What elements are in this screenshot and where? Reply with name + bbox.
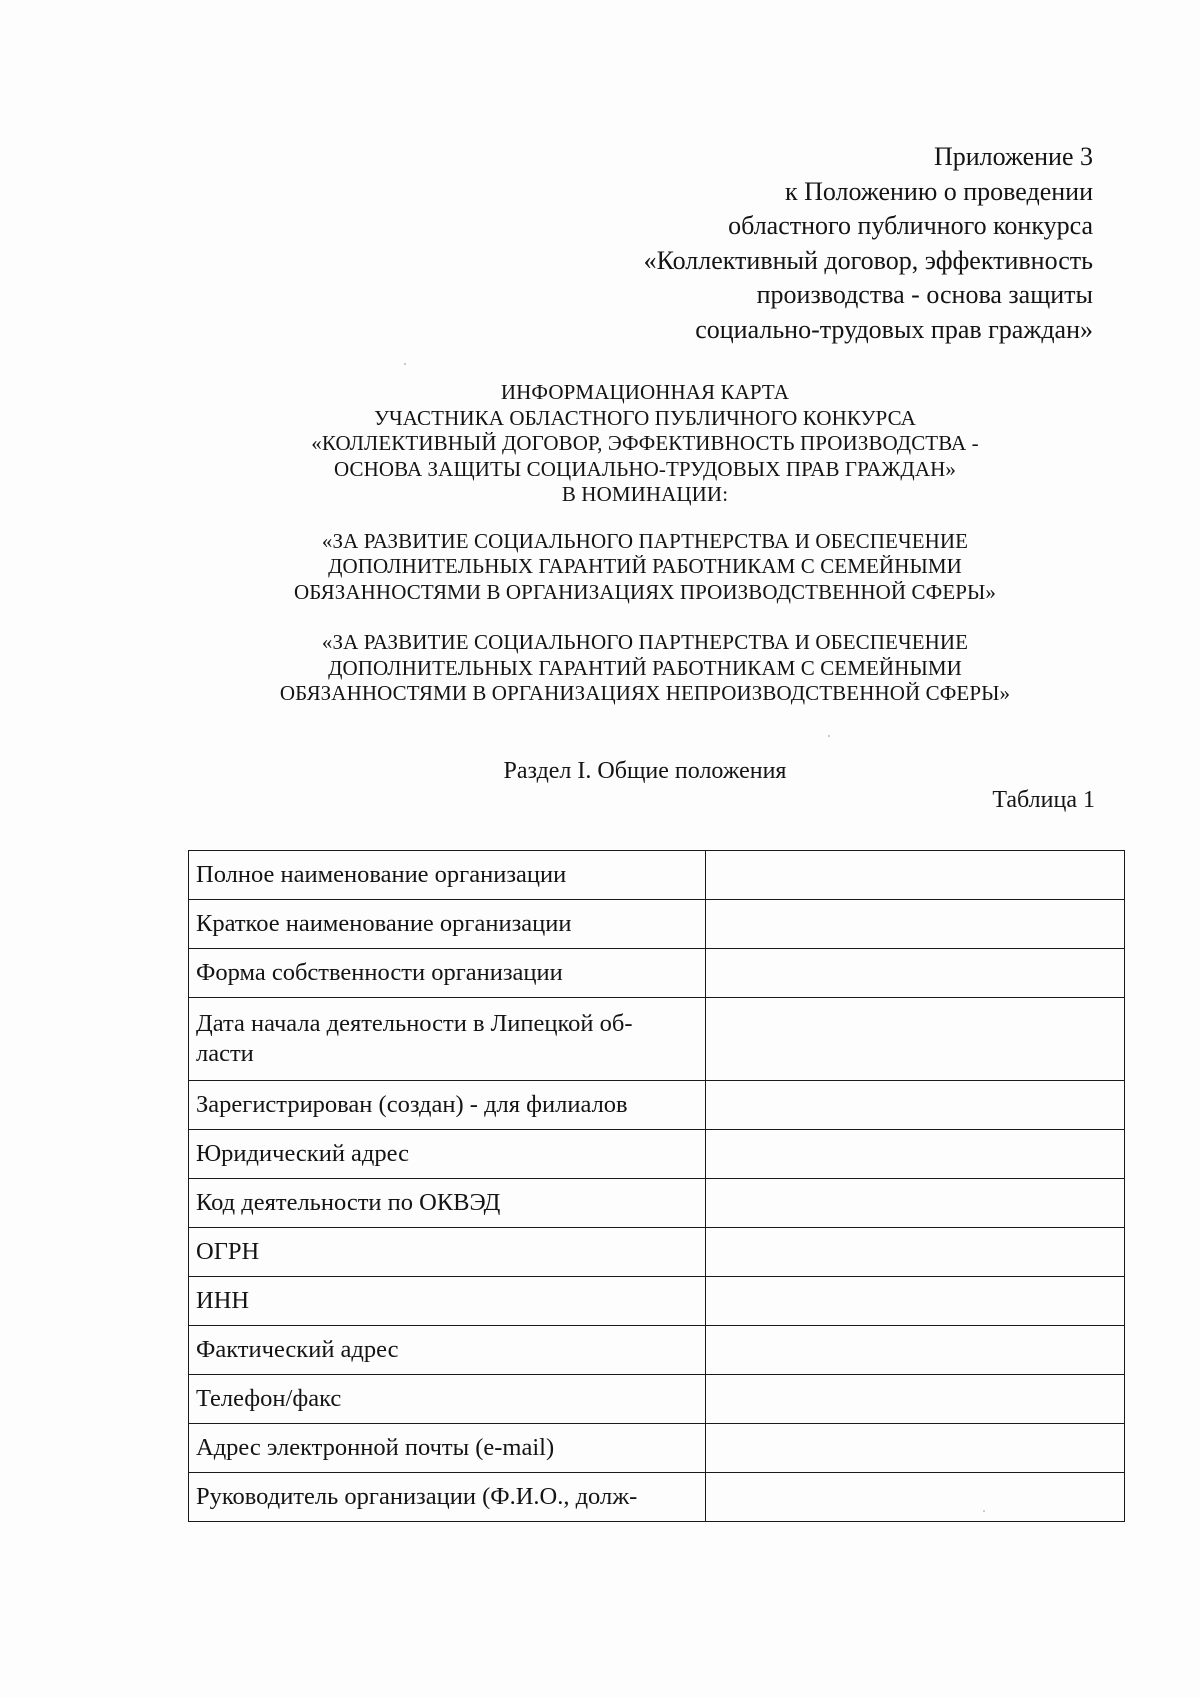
field-label-line: ласти xyxy=(196,1040,254,1067)
field-label: ОГРН xyxy=(189,1228,706,1277)
field-value xyxy=(706,1424,1125,1473)
appendix-header xyxy=(644,140,1093,347)
field-value xyxy=(706,900,1125,949)
nomination-line: ДОПОЛНИТЕЛЬНЫХ ГАРАНТИЙ РАБОТНИКАМ С СЕМЕЙНЫМИ xyxy=(328,655,962,680)
nomination-line: ОБЯЗАННОСТЯМИ В ОРГАНИЗАЦИЯХ НЕПРОИЗВОДСТВЕННОЙ СФЕРЫ» xyxy=(279,681,1011,705)
table-row xyxy=(189,900,1125,949)
title-line: В НОМИНАЦИИ: xyxy=(561,482,729,506)
nomination-line: «ЗА РАЗВИТИЕ СОЦИАЛЬНОГО ПАРТНЕРСТВА И ОБЕСПЕЧЕНИЕ xyxy=(321,630,969,654)
appendix-line: производства - основа защиты xyxy=(756,280,1093,309)
field-label: Адрес электронной почты (e-mail) xyxy=(189,1424,706,1473)
title-line: ИНФОРМАЦИОННАЯ КАРТА xyxy=(500,380,790,404)
title-line: УЧАСТНИКА ОБЛАСТНОГО ПУБЛИЧНОГО КОНКУРСА xyxy=(374,405,916,430)
table-row xyxy=(189,1277,1125,1326)
table-row xyxy=(189,1228,1125,1277)
field-label: Форма собственности организации xyxy=(189,949,706,998)
table-row xyxy=(189,851,1125,900)
field-label xyxy=(189,998,706,1081)
field-label: Зарегистрирован (создан) - для филиалов xyxy=(189,1081,706,1130)
field-value xyxy=(706,1130,1125,1179)
field-value xyxy=(706,1228,1125,1277)
scan-speck xyxy=(983,1510,985,1512)
field-value xyxy=(706,851,1125,900)
nomination-production xyxy=(150,529,1140,606)
table-row xyxy=(189,1130,1125,1179)
field-value xyxy=(706,1179,1125,1228)
table-row xyxy=(189,1179,1125,1228)
table-row xyxy=(189,949,1125,998)
info-table xyxy=(188,850,1125,1522)
appendix-line: к Положению о проведении xyxy=(784,176,1093,206)
field-value xyxy=(706,1375,1125,1424)
table-row xyxy=(189,998,1125,1081)
field-value xyxy=(706,1277,1125,1326)
appendix-line: «Коллективный договор, эффективность xyxy=(643,245,1093,275)
table-label: Таблица 1 xyxy=(992,787,1095,813)
field-value xyxy=(706,949,1125,998)
table-row xyxy=(189,1326,1125,1375)
title-line: ОСНОВА ЗАЩИТЫ СОЦИАЛЬНО-ТРУДОВЫХ ПРАВ ГРАЖДАН» xyxy=(334,456,956,481)
nomination-line: ДОПОЛНИТЕЛЬНЫХ ГАРАНТИЙ РАБОТНИКАМ С СЕМЕЙНЫМИ xyxy=(328,554,962,578)
appendix-line: Приложение 3 xyxy=(933,142,1093,171)
field-label-line: Дата начала деятельности в Липецкой об- xyxy=(196,1010,633,1037)
nomination-line: «ЗА РАЗВИТИЕ СОЦИАЛЬНОГО ПАРТНЕРСТВА И ОБЕСПЕЧЕНИЕ xyxy=(321,528,969,553)
field-value xyxy=(706,998,1125,1081)
field-label: ИНН xyxy=(189,1277,706,1326)
section-title: Раздел I. Общие положения xyxy=(503,758,787,784)
nomination-line: ОБЯЗАННОСТЯМИ В ОРГАНИЗАЦИЯХ ПРОИЗВОДСТВЕННОЙ СФЕРЫ» xyxy=(293,579,997,604)
nomination-non-production xyxy=(150,630,1140,707)
appendix-line: областного публичного конкурса xyxy=(728,211,1093,240)
table-row xyxy=(189,1473,1125,1522)
field-label: Руководитель организации (Ф.И.О., долж- xyxy=(189,1473,706,1522)
field-value xyxy=(706,1473,1125,1522)
field-value xyxy=(706,1081,1125,1130)
field-label: Юридический адрес xyxy=(189,1130,706,1179)
document-title xyxy=(150,380,1140,707)
appendix-line: социально-трудовых прав граждан» xyxy=(695,314,1093,344)
table-row xyxy=(189,1424,1125,1473)
title-line: «КОЛЛЕКТИВНЫЙ ДОГОВОР, ЭФФЕКТИВНОСТЬ ПРОИЗВОДСТВА - xyxy=(311,431,979,455)
field-label: Фактический адрес xyxy=(189,1326,706,1375)
field-label: Полное наименование организации xyxy=(189,851,706,900)
field-value xyxy=(706,1326,1125,1375)
table-row xyxy=(189,1375,1125,1424)
scan-speck xyxy=(828,735,830,737)
field-label: Код деятельности по ОКВЭД xyxy=(189,1179,706,1228)
table-row xyxy=(189,1081,1125,1130)
field-label: Краткое наименование организации xyxy=(189,900,706,949)
scan-speck xyxy=(404,363,406,365)
field-label: Телефон/факс xyxy=(189,1375,706,1424)
